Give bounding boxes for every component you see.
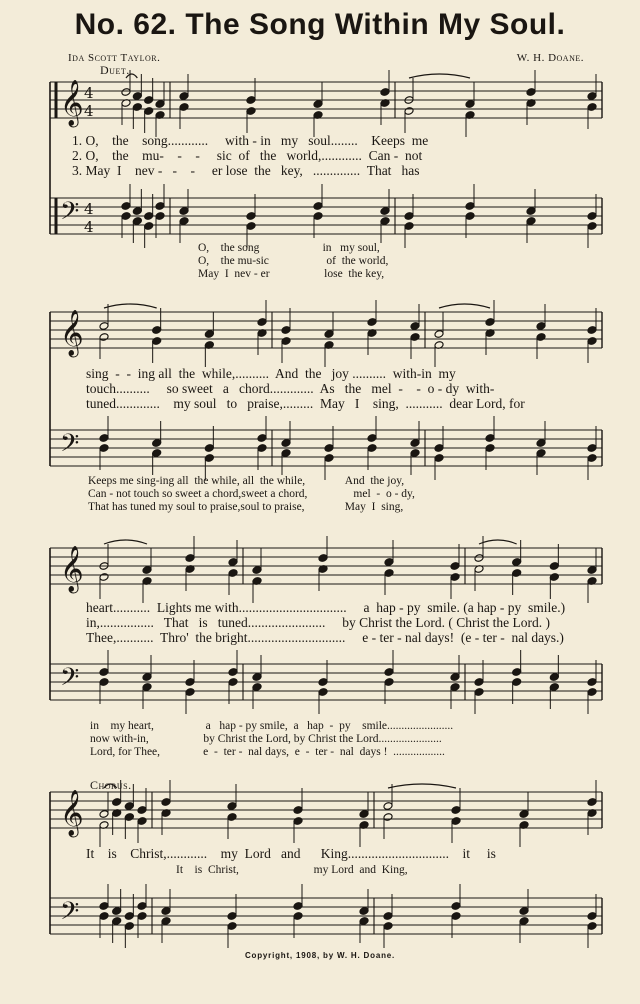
tie-slur: [104, 304, 157, 308]
bass-verse-2-line-2: Can - not touch so sweet a chord,sweet a chord, mel - o - dy,: [88, 488, 415, 500]
copyright-notice: Copyright, 1908, by W. H. Doane.: [244, 951, 396, 960]
bass-clef-icon: 𝄢: [60, 429, 80, 464]
lyricist-credit: Ida Scott Taylor.: [68, 52, 161, 64]
time-signature-bottom: 4: [84, 218, 94, 236]
bass-verse-1-line-2: Keeps me sing-ing all the while, all the while, And the joy,: [88, 475, 405, 487]
bass-verse-2-line-3: now with-in, by Christ the Lord, by Christ the Lord......................: [90, 733, 442, 745]
tie-slur: [388, 784, 456, 788]
bass-clef-icon: 𝄢: [60, 897, 80, 932]
verse-3-line-3: Thee,........... Thro' the bright............................. e - ter - nal days! (e - ter - nal days.): [86, 630, 564, 645]
bass-clef-icon: 𝄢: [60, 197, 80, 232]
bass-verse-1-line-3: in my heart, a hap - py smile, a hap - py smile.......................: [90, 720, 454, 732]
verse-1-line-3: heart........... Lights me with................................ a hap - py smile. (a hap - py smile.): [86, 600, 566, 615]
bass-verse-3-line-3: Lord, for Thee, e - ter - nal days, e - ter - nal days ! ..................: [90, 746, 445, 758]
verse-3-line-1: 3. May I nev - - - er lose the key, .............. That has: [72, 163, 420, 178]
bass-verse-1-line-1: O, the song in my soul,: [198, 242, 380, 254]
tie-slur: [126, 74, 137, 78]
chorus-label: Chorus.: [90, 778, 132, 792]
tie-slur: [104, 540, 147, 544]
treble-clef-icon: 𝄞: [60, 790, 84, 836]
bass-verse-3-line-1: May I nev - er lose the key,: [198, 268, 385, 280]
verse-2-line-2: touch.......... so sweet a chord............. As the mel - - o - dy with-: [86, 381, 495, 396]
treble-clef-icon: 𝄞: [60, 310, 84, 356]
time-signature-bottom: 4: [84, 102, 94, 120]
bass-verse-2-line-1: O, the mu-sic of the world,: [198, 255, 389, 267]
verse-1-line-1: 1. O, the song............ with - in my soul........ Keeps me: [72, 133, 429, 148]
verse-1-line-2: sing - - ing all the while,.......... And the joy .......... with-in my: [86, 366, 456, 381]
verse-2-line-3: in,................ That is tuned....................... by Christ the Lord. ( Christ the Lord. ): [86, 615, 550, 630]
tie-slur: [409, 74, 470, 78]
tie-slur: [479, 540, 517, 544]
verse-2-line-1: 2. O, the mu- - - sic of the world,............ Can - not: [72, 148, 423, 163]
hymn-title: No. 62. The Song Within My Soul.: [74, 8, 566, 41]
time-signature-top: 4: [84, 200, 94, 218]
tie-slur: [104, 784, 117, 788]
chorus-bass-line-1: It is Christ, my Lord and King,: [176, 864, 408, 876]
composer-credit: W. H. Doane.: [516, 52, 584, 64]
treble-clef-icon: 𝄞: [60, 546, 84, 592]
bass-clef-icon: 𝄢: [60, 663, 80, 698]
treble-clef-icon: 𝄞: [60, 80, 84, 126]
duet-label: Duet.: [100, 63, 130, 77]
verse-3-line-2: tuned............. my soul to praise,......... May I sing, ........... dear Lord, for: [86, 396, 525, 411]
bass-verse-3-line-2: That has tuned my soul to praise,soul to praise, May I sing,: [88, 501, 404, 513]
time-signature-top: 4: [84, 84, 94, 102]
tie-slur: [439, 304, 490, 308]
chorus-line-1: It is Christ,............ my Lord and King.............................. it is: [86, 846, 496, 861]
